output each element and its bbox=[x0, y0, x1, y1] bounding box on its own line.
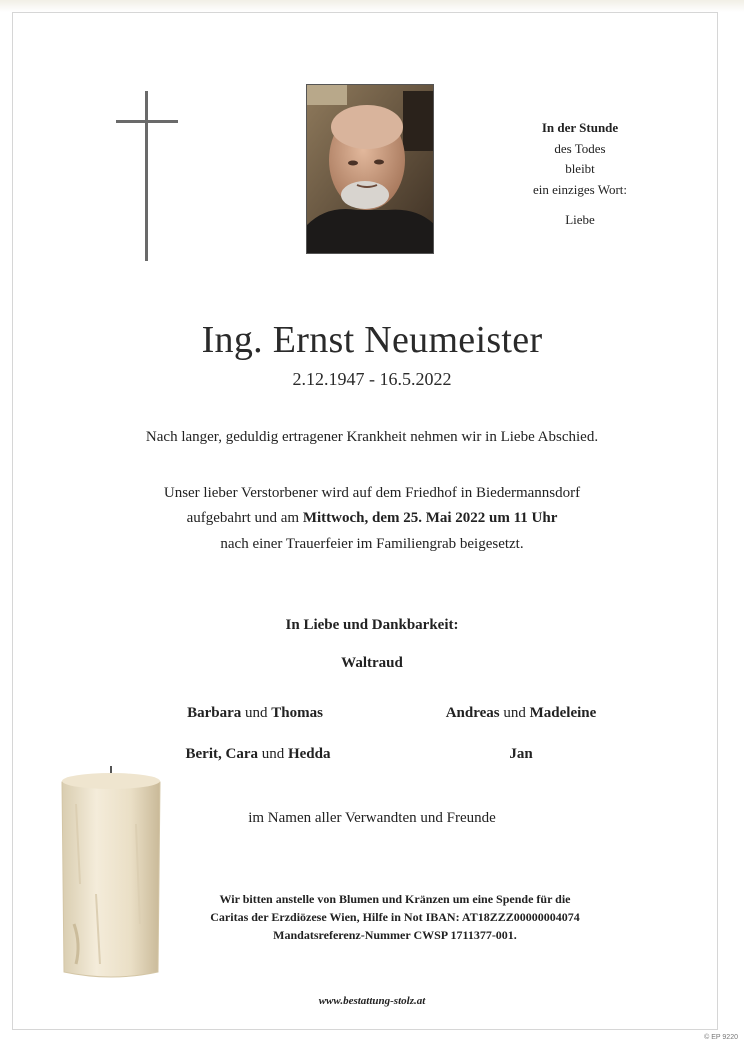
mourner-left-row-1 bbox=[105, 705, 405, 722]
announcement-text: Nach langer, geduldig ertragener Krankheit nehmen wir in Liebe Abschied. bbox=[145, 429, 599, 445]
quote-line-5: Liebe bbox=[565, 212, 595, 227]
quote-block bbox=[510, 118, 650, 231]
mourner-name: Berit, Cara bbox=[185, 746, 258, 762]
mourner-right-row-1 bbox=[371, 705, 671, 722]
and-word: und bbox=[244, 705, 268, 721]
donation-line-1: Wir bitten anstelle von Blumen und Kränzen um eine Spende für die bbox=[219, 892, 571, 906]
mourner-spouse bbox=[0, 655, 744, 672]
and-word: und bbox=[503, 705, 526, 721]
mourner-name: Jan bbox=[509, 746, 533, 762]
candle-icon bbox=[56, 764, 166, 984]
and-word: und bbox=[261, 746, 285, 762]
donation-note bbox=[150, 890, 640, 944]
mourners-closing: im Namen aller Verwandten und Freunde bbox=[248, 810, 496, 826]
quote-line-2: des Todes bbox=[554, 140, 606, 156]
scan-edge bbox=[0, 0, 744, 12]
mourner-name: Barbara bbox=[187, 705, 242, 721]
mourner-spouse-name: Waltraud bbox=[341, 655, 403, 671]
quote-line-3: bleibt bbox=[565, 161, 595, 176]
cross-icon bbox=[116, 91, 178, 261]
mourner-left-row-2 bbox=[108, 746, 408, 763]
burial-line-1: Unser lieber Verstorbener wird auf dem Friedhof in Biedermannsdorf bbox=[163, 485, 581, 501]
burial-date-time: Mittwoch, dem 25. Mai 2022 um 11 Uhr bbox=[302, 510, 558, 526]
life-dates: 2.12.1947 - 16.5.2022 bbox=[292, 369, 452, 389]
mourner-right-row-2 bbox=[371, 746, 671, 763]
mourners-heading bbox=[0, 617, 744, 634]
quote-line-1: In der Stunde bbox=[541, 120, 619, 135]
donation-line-3: Mandatsreferenz-Nummer CWSP 1711377-001. bbox=[273, 928, 517, 942]
burial-line-3: nach einer Trauerfeier im Familiengrab beigesetzt. bbox=[220, 536, 524, 552]
funeral-home-website: www.bestattung-stolz.at bbox=[318, 995, 426, 1007]
mourner-name: Madeleine bbox=[529, 705, 597, 721]
donation-line-2: Caritas der Erzdiözese Wien, Hilfe in Not IBAN: AT18ZZZ00000004074 bbox=[210, 910, 580, 924]
burial-line-2 bbox=[0, 510, 744, 527]
burial-line-2-prefix: aufgebahrt und am bbox=[186, 510, 300, 526]
mourner-name: Andreas bbox=[445, 705, 500, 721]
mourner-name: Hedda bbox=[287, 746, 331, 762]
mourners-heading-text: In Liebe und Dankbarkeit: bbox=[285, 617, 459, 633]
deceased-name: Ing. Ernst Neumeister bbox=[201, 319, 543, 361]
portrait-photo bbox=[306, 84, 434, 254]
quote-line-4: ein einziges Wort: bbox=[532, 181, 628, 197]
mourner-name: Thomas bbox=[271, 705, 323, 721]
form-code: © EP 9220 bbox=[704, 1034, 738, 1041]
